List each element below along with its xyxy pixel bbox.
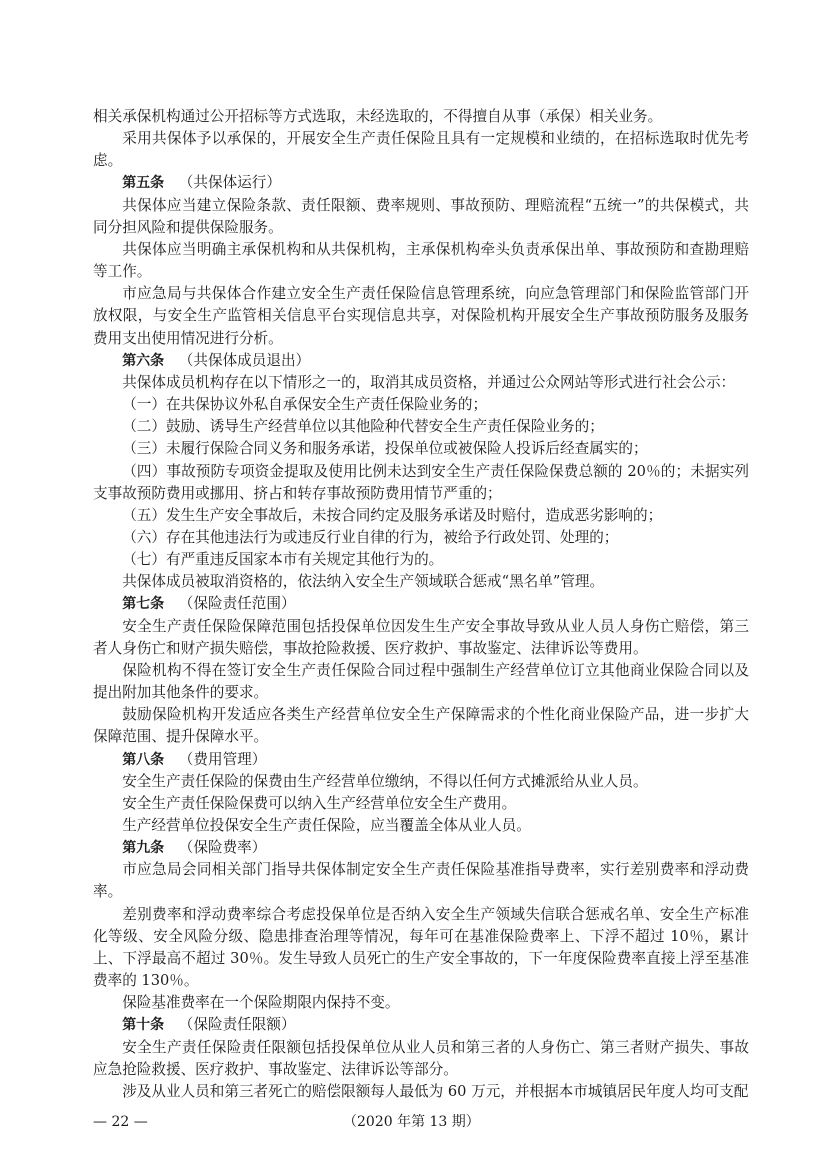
paragraph: （四）事故预防专项资金提取及使用比例未达到安全生产责任保险保费总额的 20％的；未据实列支事故预防费用或挪用、挤占和转存事故预防费用情节严重的； [93,462,749,502]
paragraph: （二）鼓励、诱导生产经营单位以其他险种代替安全生产责任保险业务的； [122,418,604,436]
article-number: 第六条 [122,352,165,369]
article-number: 第五条 [122,175,165,192]
paragraph: 共保体应当建立保险条款、责任限额、费率规则、事故预防、理赔流程“五统一”的共保模式，共同分担风险和提供保险服务。 [93,196,749,236]
paragraph: 保险机构不得在签订安全生产责任保险合同过程中强制生产经营单位订立其他商业保险合同以及提出附加其他条件的要求。 [93,661,749,702]
paragraph: （三）未履行保险合同义务和服务承诺，投保单位或被保险人投诉后经查属实的； [122,440,648,458]
article-title: （共保体运行） [178,174,281,192]
paragraph: 涉及从业人员和第三者死亡的赔偿限额每人最低为 60 万元，并根据本市城镇居民年度人均可支配 [122,1082,749,1100]
article-heading [93,749,749,771]
paragraph: 安全生产责任保险的保费由生产经营单位缴纳，不得以任何方式摊派给从业人员。 [122,772,648,790]
paragraph: 共保体应当明确主承保机构和从共保机构，主承保机构牵头负责承保出单、事故预防和查勘理赔等工作。 [93,240,749,281]
issue-label: （2020 年第 13 期） [343,1114,480,1131]
paragraph: 生产经营单位投保安全生产责任保险，应当覆盖全体从业人员。 [122,817,531,834]
paragraph: （五）发生生产安全事故后，未按合同约定及服务承诺及时赔付，造成恶劣影响的； [122,506,663,524]
paragraph: 安全生产责任保险保费可以纳入生产经营单位安全生产费用。 [122,794,517,812]
paragraph: 保险基准费率在一个保险期限内保持不变。 [122,994,400,1012]
paragraph: 安全生产责任保险保障范围包括投保单位因发生生产安全事故导致从业人员人身伤亡赔偿，第三者人身伤亡和财产损失赔偿，事故抢险救援、医疗救护、事故鉴定、法律诉讼等费用。 [93,617,749,657]
paragraph: （七）有严重违反国家本市有关规定其他行为的。 [122,551,444,569]
article-heading [93,350,749,372]
paragraph: 市应急局与共保体合作建立安全生产责任保险信息管理系统，向应急管理部门和保险监管部门开放权限，与安全生产监管相关信息平台实现信息共享，对保险机构开展安全生产事故预防服务及服务费用支出使用情况进行分析。 [93,285,749,347]
article-title: （共保体成员退出） [178,351,311,369]
article-heading [93,172,749,194]
article-title: （保险责任范围） [178,595,296,613]
paragraph: 鼓励保险机构开发适应各类生产经营单位安全生产保障需求的个性化商业保险产品，进一步扩大保障范围、提升保障水平。 [93,706,749,746]
paragraph: 市应急局会同相关部门指导共保体制定安全生产责任保险基准指导费率，实行差别费率和浮动费率。 [93,861,749,901]
article-heading [93,1014,749,1036]
article-number: 第七条 [122,596,165,613]
page-footer [93,1111,749,1133]
article-number: 第八条 [122,751,165,768]
paragraph: （一）在共保协议外私自承保安全生产责任保险业务的； [122,396,488,414]
paragraph: 采用共保体予以承保的，开展安全生产责任保险且具有一定规模和业绩的，在招标选取时优先考虑。 [93,130,749,170]
article-title: （保险费率） [178,839,267,857]
paragraph: 安全生产责任保险责任限额包括投保单位从业人员和第三者的人身伤亡、第三者财产损失、事故应急抢险救援、医疗救护、事故鉴定、法律诉讼等部分。 [93,1038,749,1078]
article-title: （费用管理） [178,750,267,768]
article-number: 第十条 [122,1017,165,1034]
article-number: 第九条 [122,840,165,857]
paragraph: 差别费率和浮动费率综合考虑投保单位是否纳入安全生产领域失信联合惩戒名单、安全生产标准化等级、安全风险分级、隐患排查治理等情况，每年可在基准保险费率上、下浮不超过 10％，累计上、下浮最高不超过 30％。发生导致人员死亡的生产安全事故的，下一年度保险费率直接上浮至基准费率的 130％。 [93,905,749,990]
paragraph: 相关承保机构通过公开招标等方式选取，未经选取的，不得擅自从事（承保）相关业务。 [93,108,663,125]
paragraph: 共保体成员机构存在以下情形之一的，取消其成员资格，并通过公众网站等形式进行社会公示： [122,373,736,391]
article-heading [93,593,749,615]
article-title: （保险责任限额） [178,1016,296,1034]
article-heading [93,837,749,859]
document-body [93,106,749,1103]
paragraph: （六）存在其他违法行为或违反行业自律的行为，被给予行政处罚、处理的； [122,528,619,546]
paragraph: 共保体成员被取消资格的，依法纳入安全生产领域联合惩戒“黑名单”管理。 [122,573,605,591]
page-number: — 22 — [93,1114,148,1131]
